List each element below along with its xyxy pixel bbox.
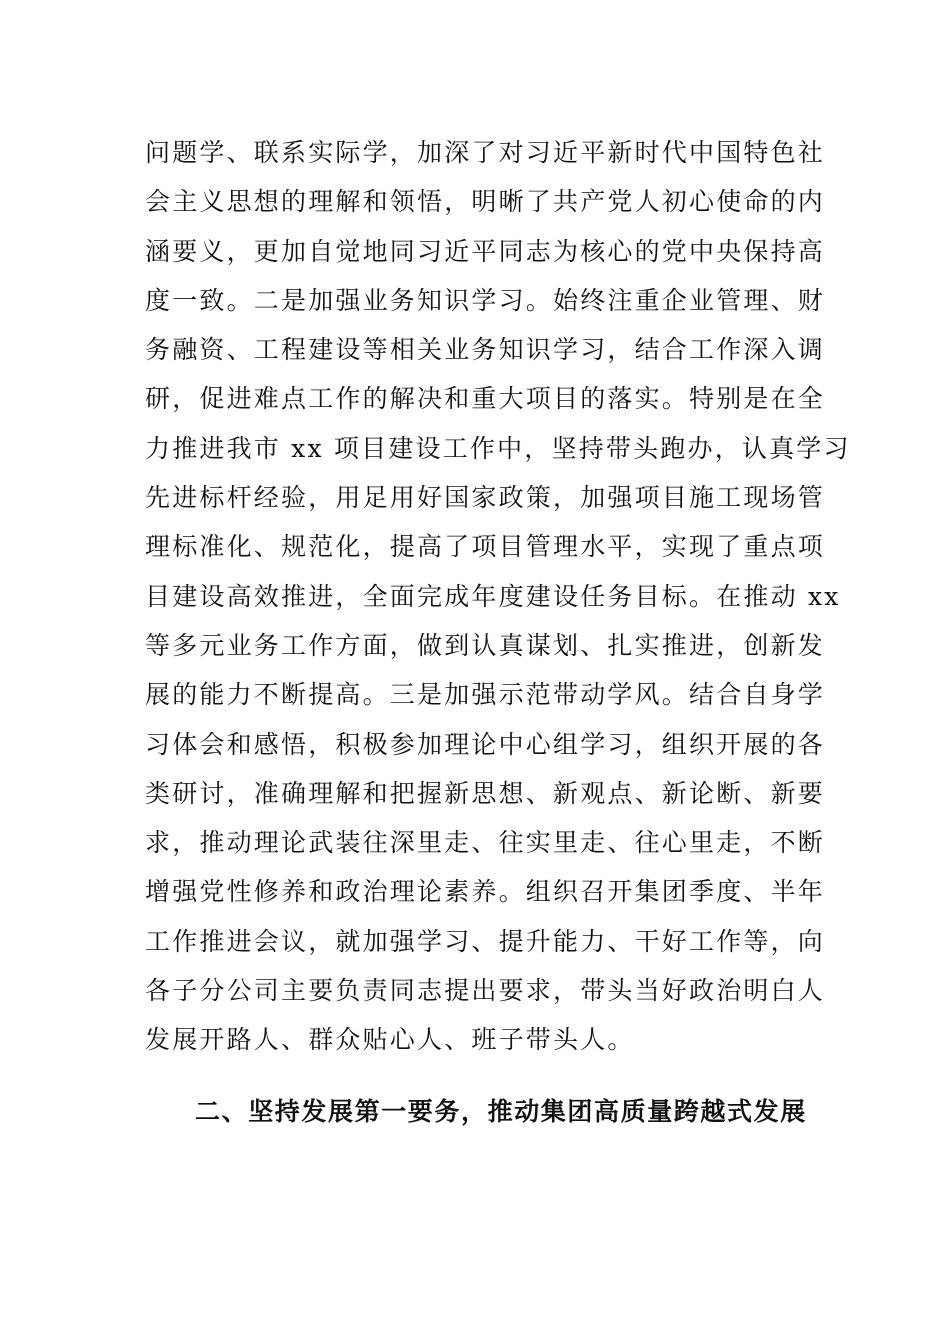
body-paragraph — [145, 128, 851, 1065]
paragraph-line: 增强党性修养和政治理论素养。组织召开集团季度、半年 — [145, 877, 826, 907]
paragraph-line: 涵要义，更加自觉地同习近平同志为核心的党中央保持高 — [145, 236, 826, 266]
paragraph-line: 目建设高效推进，全面完成年度建设任务目标。在推动 xx — [145, 581, 841, 611]
paragraph-line: 问题学、联系实际学，加深了对习近平新时代中国特色社 — [145, 138, 826, 167]
paragraph-line: 求，推动理论武装往深里走、往实里走、往心里走，不断 — [145, 828, 826, 858]
paragraph-line: 类研讨，准确理解和把握新思想、新观点、新论断、新要 — [145, 778, 826, 808]
paragraph-line: 工作推进会议，就加强学习、提升能力、干好工作等，向 — [145, 926, 826, 956]
section-heading: 二、坚持发展第一要务，推动集团高质量跨越式发展 — [195, 1097, 807, 1126]
paragraph-line: 等多元业务工作方面，做到认真谋划、扎实推进，创新发 — [145, 630, 826, 660]
paragraph-line: 度一致。二是加强业务知识学习。始终注重企业管理、财 — [145, 285, 826, 315]
paragraph-line: 理标准化、规范化，提高了项目管理水平，实现了重点项 — [145, 532, 826, 562]
paragraph-line: 展的能力不断提高。三是加强示范带动学风。结合自身学 — [145, 680, 826, 710]
paragraph-line: 务融资、工程建设等相关业务知识学习，结合工作深入调 — [145, 335, 826, 365]
paragraph-line: 研，促进难点工作的解决和重大项目的落实。特别是在全 — [145, 384, 826, 414]
paragraph-line: 发展开路人、群众贴心人、班子带头人。 — [145, 1025, 635, 1055]
paragraph-line: 会主义思想的理解和领悟，明晰了共产党人初心使命的内 — [145, 187, 826, 217]
paragraph-line: 力推进我市 xx 项目建设工作中，坚持带头跑办，认真学习 — [145, 433, 851, 463]
paragraph-line: 先进标杆经验，用足用好国家政策，加强项目施工现场管 — [145, 483, 826, 513]
paragraph-line: 习体会和感悟，积极参加理论中心组学习，组织开展的各 — [145, 729, 826, 759]
paragraph-line: 各子分公司主要负责同志提出要求，带头当好政治明白人 — [145, 976, 826, 1006]
